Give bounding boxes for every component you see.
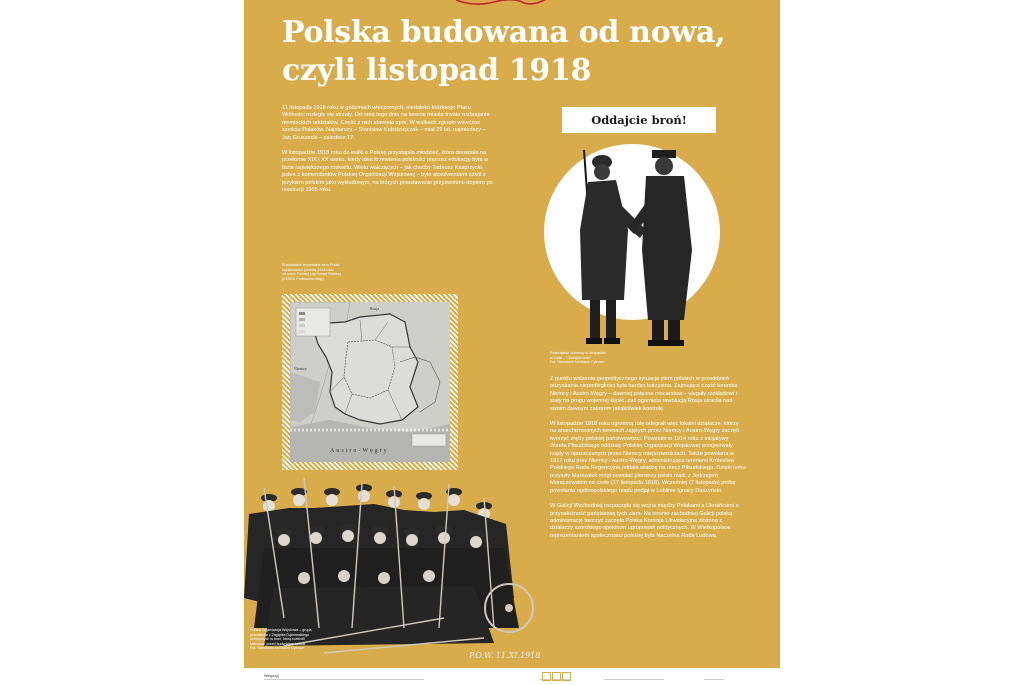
soldiers-caption-line: Fot. Narodowe Archiwum Cyfrowe <box>550 360 605 365</box>
map-caption-line: zaplanowane jesienią 1918 roku <box>282 267 334 272</box>
right-text-column <box>550 376 746 548</box>
map-caption-line: (EKSEC Profesorów Map) <box>282 276 324 281</box>
group-caption-line: Fot. Narodowe Archiwum Cyfrowe <box>250 646 305 651</box>
soldiers-caption-line: w Łodzi – "Oddajcie broń" <box>550 355 592 360</box>
map-caption-line: na rzecz Polskiej Ligi Swojej Ratuszy <box>282 272 342 277</box>
footer-logo-icon <box>552 672 561 681</box>
map-label-bottom: Austro-Węgry <box>330 448 389 454</box>
soldiers-photo <box>544 140 724 360</box>
left-paragraph-2: W listopadzie 1918 roku do walki o Polskę przystąpiła młodzież, która dorastała na przełomie XIX i XX wieku, kiedy idea krzewienia polskości poprzez edukację była w fazie największego rozkwitu. Wielu walczących – jak choćby Tadeusz Kasprzycki, jeden z komendantów Polskiej Organizacji Wojskowej – było absolwentami szkół z językiem polskim jako wykładowym, na których powstawanie przyzwolono dopiero po rewolucji 1905 roku. <box>282 150 493 194</box>
footer-line <box>704 679 724 680</box>
poster-footer <box>244 668 780 685</box>
footer-logo-icon <box>562 672 571 681</box>
soldiers-caption <box>550 351 700 365</box>
banner <box>562 107 716 133</box>
footer-line <box>604 679 664 680</box>
map-caption-line: Rozkładanie terytorialne ziem Polski <box>282 263 340 267</box>
map-frame <box>282 294 458 470</box>
footer-logo-icon <box>542 672 551 681</box>
right-paragraph-1: Z punktu widzenia geopolitycznego sytuacja ziem polskich w przeddzień odzyskania niepodległości była bardzo korzystna. Zajmujące część terenów Niemcy i Austro-Węgry – dawniej potężne mocarstwa – ulegały rozkładowi i stały na progu wojennej klęski, zaś ogarnięta rewolucją Rosja utraciła nad swoim dawnym zaborem jakąkolwiek kontrolę. <box>550 376 738 412</box>
group-caption-line: Niemców, przed budynkiem koszar <box>250 641 306 646</box>
map-label-top: Rosja <box>370 306 380 311</box>
group-caption-line: Polska Organizacja Wojskowa – grupa <box>250 628 312 632</box>
map-label-left: Niemcy <box>294 366 307 371</box>
page-title <box>282 14 725 90</box>
left-paragraph-1: 11 listopada 1918 roku w godzinach wieczornych, niedaleko łódzkiego Placu Wolności rozległy się strzały. Od rana tego dnia na terenie miasta trwało rozbrajanie niemieckich oddziałów. Część z nich stawiała opór. W walkach zginęło wówczas sześciu Polaków. Najstarszy – Stanisław Kołodziejczak – miał 29 lat, najmłodszy – Jan Gruszecki – zaledwie 17. <box>282 105 490 141</box>
title-line-2: czyli listopad 1918 <box>282 53 592 88</box>
map-drawing <box>290 302 450 462</box>
photo-signature: P.O.W. 11.XI.1918 <box>469 651 541 660</box>
banner-title: Oddajcie broń! <box>591 113 687 127</box>
right-paragraph-3: W Galicji Wschodniej rozpoczęła się wojna między Polakami a Ukraińcami o przynależność państwową tych ziem. Na terenie zachodniej Galicji polską administrację tworzyć zaczęła Polska Komisja Likwidacyjna złożona z działaczy szerokiego spektrum ugrupowań politycznych. W Wielkopolsce reprezentantem społeczności polskiej była Naczelna Rada Ludowa. <box>550 503 739 539</box>
red-scribble-decoration <box>454 0 549 8</box>
map-caption <box>282 263 432 281</box>
group-caption-line: peowiaków z Zagłębia Dąbrowskiego <box>250 632 310 637</box>
group-photo-caption <box>250 628 370 651</box>
title-line-1: Polska budowana od nowa, <box>282 15 726 50</box>
right-paragraph-2: W listopadzie 1918 roku ogromną rolę odegrali więc lokalni działacze, którzy na anarchizowanych terenach zajętych przez Niemcy i Austro-Węgry zaczęli tworzyć zręby polskiej państwowości. Powstałe w 1914 roku z inicjatywy Józefa Piłsudskiego oddziały Polskiej Organizacji Wojskowej przejmowały rządy w opuszczanych przez Niemcy miejscowościach. Także powołana w 1917 roku prez Niemcy i Austro-Węgry, administrująca terenami Królestwa Polskiego Rada Regencyjna oddała władzę na rzecz Piłsudskiego. Dzięki temu przyszły Marszałek mógł powołać pierwszy polski rząd, z Jędrzejem Moraczewskim na czele (17 listopada 1918). Wcześniej (7 listopada) próbę powołania ogólnopolskiego rządu podjął w Lublinie Ignacy Daszyński. <box>550 421 746 494</box>
left-text-column <box>282 105 494 202</box>
footer-label: Wesprzyj <box>264 674 279 678</box>
historical-map <box>290 302 450 462</box>
exhibition-poster <box>244 0 780 668</box>
group-caption-line: uzbrojonych w broń, którą rozbroili <box>250 637 305 642</box>
soldiers-caption-line: Rozbrajanie żołnierzy w listopadzie <box>550 351 606 355</box>
footer-line <box>264 679 424 680</box>
